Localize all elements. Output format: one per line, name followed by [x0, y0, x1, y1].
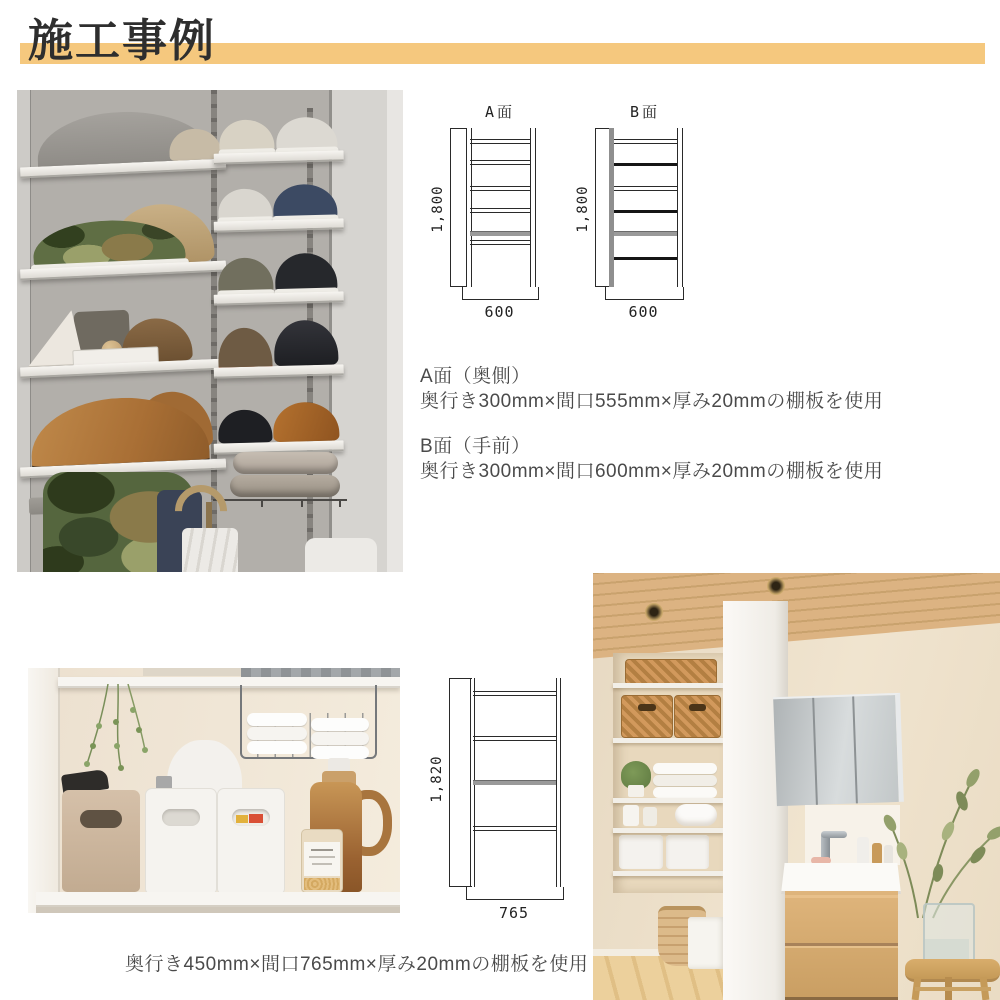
- white-bin: [619, 835, 663, 869]
- dim-tick: [595, 128, 610, 129]
- white-cloth: [305, 538, 377, 572]
- shoe-closet-photo: [17, 90, 403, 572]
- shelf-line: [614, 257, 677, 260]
- dim-tick: [450, 128, 467, 129]
- rolled-towel: [675, 804, 717, 826]
- beige-sneakers: [219, 119, 275, 153]
- label-text-line: [311, 849, 333, 851]
- shelf-row: [17, 105, 228, 178]
- nook-shelf: [613, 738, 723, 743]
- ceiling-light: [645, 603, 663, 621]
- diagram-a-width: 600: [484, 303, 515, 321]
- towel-rack: [213, 450, 353, 508]
- dim-tick: [449, 678, 472, 679]
- wicker-tray: [625, 659, 717, 685]
- dim-line: [450, 128, 451, 287]
- note-b-title: B面（手前）: [420, 436, 531, 457]
- nook-shelf: [613, 871, 723, 876]
- plant-pot: [628, 785, 644, 797]
- plant-branches: [878, 753, 1000, 923]
- diagram-a-height: 1,800: [430, 185, 446, 233]
- shelf-row: [212, 238, 344, 303]
- cognac-brogues: [273, 401, 340, 442]
- diagram-base: [462, 287, 539, 300]
- ceiling-light: [767, 577, 785, 595]
- bin-handle: [232, 809, 270, 826]
- shelf-line: [470, 186, 530, 191]
- paper-bag: [688, 917, 726, 969]
- diagram-base: [466, 887, 564, 900]
- diagram-c-height: 1,820: [429, 755, 445, 803]
- shelf-row: [212, 97, 344, 162]
- towel: [311, 732, 369, 745]
- black-hitops: [275, 252, 338, 293]
- shelf-row: [212, 165, 344, 230]
- left-rail: [609, 128, 614, 287]
- rolled-towel: [233, 452, 338, 474]
- jar: [302, 830, 342, 892]
- wire: [339, 499, 341, 507]
- wicker-box: [674, 695, 721, 738]
- shelf-line: [614, 163, 677, 166]
- shelf-board: [214, 150, 344, 164]
- towel: [311, 718, 369, 731]
- diagram-c-width: 765: [498, 904, 530, 922]
- towel: [247, 741, 307, 754]
- bottle: [623, 805, 639, 826]
- beige-bin: [62, 790, 140, 892]
- shelf-line: [473, 691, 556, 696]
- pump-bottle: [857, 837, 869, 865]
- mirror-door-line: [852, 696, 858, 803]
- towel: [653, 763, 717, 774]
- jar-contents: [304, 878, 340, 890]
- wire: [301, 499, 303, 507]
- wall-highlight: [387, 90, 403, 572]
- diagram-b-height: 1,800: [575, 185, 591, 233]
- nook-shelf: [613, 828, 723, 833]
- gray-sneakers: [218, 188, 273, 221]
- shelf-line: [614, 231, 677, 236]
- right-rail: [556, 678, 561, 887]
- shelf-board: [214, 364, 344, 378]
- towel: [653, 775, 717, 786]
- storage-shelf-photo: [28, 668, 400, 913]
- olive-sneakers: [218, 257, 274, 294]
- side-wall: [28, 668, 60, 913]
- item-color: [249, 814, 263, 823]
- drawer-line: [785, 943, 898, 946]
- mirror-door-line: [812, 698, 818, 805]
- wire: [261, 499, 263, 507]
- nook-shelf: [613, 683, 723, 688]
- right-rail: [530, 128, 536, 287]
- lower-shelf-board: [36, 892, 400, 907]
- washroom-photo: [593, 573, 1000, 1000]
- shelf-line: [473, 826, 556, 831]
- black-loafers: [218, 409, 273, 443]
- white-bin: [217, 788, 285, 894]
- stool-crossbar: [915, 987, 991, 991]
- white-sneakers: [276, 116, 338, 152]
- shelf-line: [470, 231, 530, 236]
- diagram-b-width: 600: [628, 303, 659, 321]
- upper-items: [143, 668, 243, 676]
- bottle: [643, 807, 657, 826]
- towel: [247, 727, 307, 740]
- dim-line: [449, 678, 450, 887]
- shelf-line: [473, 780, 556, 785]
- white-umbrella: [182, 528, 238, 572]
- hanging-plant: [73, 684, 163, 784]
- shelf-line: [470, 208, 530, 213]
- nook-shelf: [613, 798, 723, 803]
- label-text-line: [309, 856, 335, 858]
- diagram-b-face: [575, 100, 705, 325]
- black-boots: [273, 319, 338, 366]
- shelf-row: [212, 311, 344, 376]
- shelf-line: [473, 736, 556, 741]
- shelf-line: [470, 139, 530, 144]
- diagram-tall-shelf: [430, 660, 580, 930]
- note-a-title: A面（奥側）: [420, 366, 531, 387]
- diagram-base: [605, 287, 684, 300]
- diagram-b-label: B面: [629, 103, 661, 121]
- shelf-line: [470, 160, 530, 165]
- white-bin: [666, 835, 709, 869]
- shelf-line: [614, 186, 677, 191]
- dim-line: [595, 128, 596, 287]
- shelf-row: [17, 405, 228, 478]
- white-bin: [145, 788, 217, 894]
- towel: [653, 787, 717, 798]
- shelf-row: [17, 207, 228, 280]
- shelf-row: [212, 387, 344, 452]
- diagram-a-label: A面: [484, 103, 516, 121]
- towel: [247, 713, 307, 726]
- rolled-towel: [230, 475, 340, 497]
- bin-handle: [162, 809, 200, 826]
- wicker-box: [621, 695, 673, 738]
- shelf-board: [214, 218, 344, 232]
- right-rail: [677, 128, 683, 287]
- soap-dish: [811, 857, 831, 864]
- diagram-a-face: [430, 100, 560, 325]
- navy-sneakers: [273, 183, 338, 220]
- example2-caption: 奥行き450mm×間口765mm×厚み20mmの棚板を使用: [125, 954, 589, 975]
- shelf-line: [470, 240, 530, 245]
- basket-slot: [638, 704, 656, 711]
- shelf-line: [614, 139, 677, 144]
- bin-handle: [80, 810, 122, 828]
- shelf-board: [214, 291, 344, 305]
- shelf-line: [614, 210, 677, 213]
- shelf-row: [17, 305, 228, 378]
- wire-bar: [213, 499, 347, 501]
- shelf-shadow: [36, 907, 400, 913]
- item-color: [236, 815, 248, 823]
- page-title: 施工事例: [28, 15, 217, 66]
- note-b-spec: 奥行き300mm×間口600mm×厚み20mmの棚板を使用: [420, 461, 884, 482]
- jar-label: [304, 842, 340, 876]
- basket-slot: [689, 704, 706, 711]
- metal-basket: [241, 668, 400, 677]
- label-text-line: [312, 863, 332, 865]
- faucet-spout: [821, 831, 847, 838]
- note-a-spec: 奥行き300mm×間口555mm×厚み20mmの棚板を使用: [420, 391, 884, 412]
